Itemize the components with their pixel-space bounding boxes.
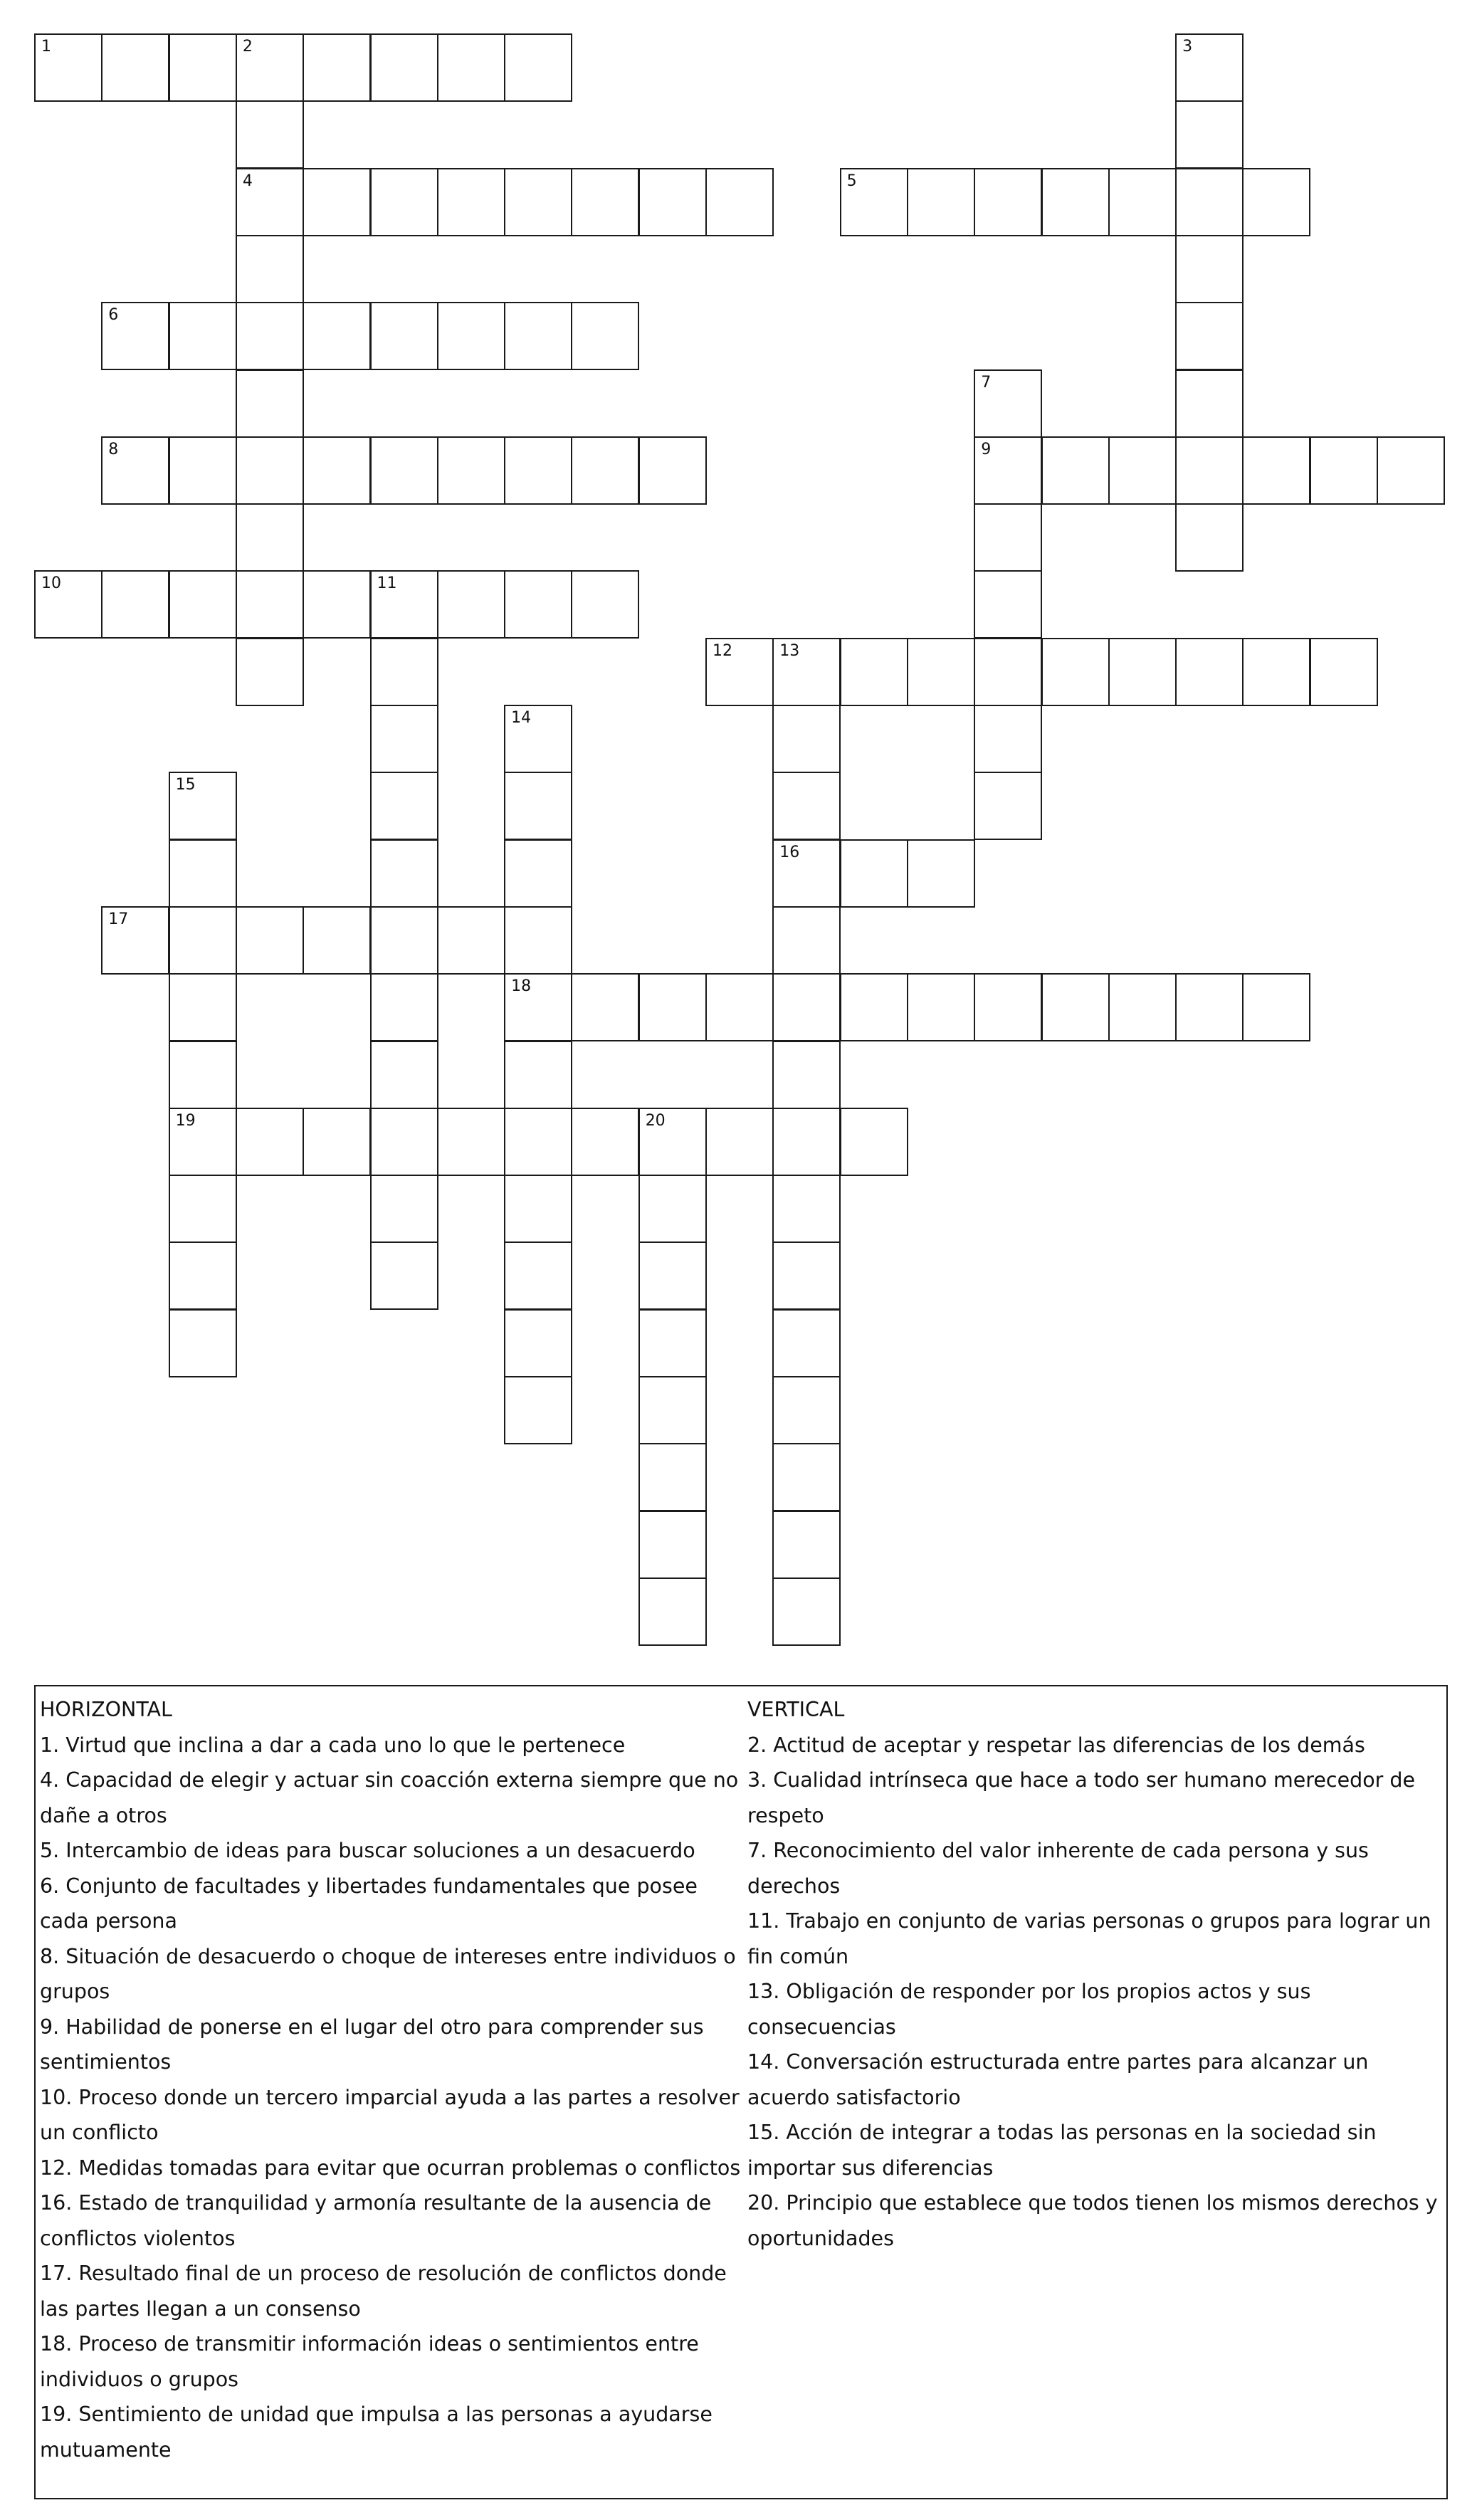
grid-cell[interactable]	[1310, 436, 1378, 505]
across-clue: 12. Medidas tomadas para evitar que ocurran problemas o conflictos	[40, 2156, 741, 2180]
grid-cell[interactable]	[504, 570, 572, 639]
grid-cell[interactable]	[504, 1108, 572, 1176]
grid-cell[interactable]	[370, 973, 438, 1041]
grid-cell[interactable]	[236, 503, 304, 572]
grid-cell[interactable]	[504, 1175, 572, 1243]
grid-cell[interactable]	[638, 973, 707, 1041]
grid-cell[interactable]	[1041, 973, 1110, 1041]
grid-cell[interactable]	[1175, 973, 1244, 1041]
grid-cell[interactable]	[236, 235, 304, 303]
grid-cell[interactable]	[303, 906, 371, 975]
across-clue: 8. Situación de desacuerdo o choque de intereses entre individuos o grupos	[40, 1944, 736, 2003]
across-clue: 18. Proceso de transmitir información ideas o sentimientos entre individuos o grupos	[40, 2332, 699, 2391]
grid-cell[interactable]	[974, 503, 1042, 572]
grid-cell[interactable]	[236, 1108, 304, 1176]
grid-cell[interactable]	[1242, 638, 1310, 706]
grid-cell[interactable]	[169, 973, 237, 1041]
grid-cell[interactable]	[236, 638, 304, 706]
grid-cell[interactable]	[907, 973, 975, 1041]
grid-cell[interactable]	[705, 638, 774, 706]
grid-cell[interactable]	[772, 906, 841, 975]
grid-cell[interactable]	[169, 1241, 237, 1310]
grid-cell[interactable]	[772, 1577, 841, 1646]
grid-cell[interactable]	[840, 168, 908, 236]
grid-cell[interactable]	[571, 1108, 639, 1176]
grid-cell[interactable]	[571, 973, 639, 1041]
grid-cell[interactable]	[638, 1511, 707, 1579]
grid-cell[interactable]	[370, 772, 438, 840]
grid-cell[interactable]	[169, 906, 237, 975]
clue-number: 16	[779, 843, 800, 861]
grid-cell[interactable]	[638, 168, 707, 236]
clues-box	[34, 1685, 1448, 2499]
grid-cell[interactable]	[504, 33, 572, 102]
grid-cell[interactable]	[437, 33, 505, 102]
clue-number: 20	[645, 1111, 666, 1130]
grid-cell[interactable]	[1041, 168, 1110, 236]
grid-cell[interactable]	[638, 1241, 707, 1310]
grid-cell[interactable]	[1175, 33, 1244, 102]
grid-cell[interactable]	[504, 1376, 572, 1444]
clue-number: 14	[511, 709, 532, 727]
down-clue: 11. Trabajo en conjunto de varias personas o grupos para lograr un fin común	[747, 1909, 1431, 1968]
grid-cell[interactable]	[370, 570, 438, 639]
grid-cell[interactable]	[772, 839, 841, 908]
grid-cell[interactable]	[638, 436, 707, 505]
grid-cell[interactable]	[772, 638, 841, 706]
down-clue: 13. Obligación de responder por los propios actos y sus consecuencias	[747, 1980, 1311, 2039]
grid-cell[interactable]	[974, 973, 1042, 1041]
grid-cell[interactable]	[1108, 973, 1177, 1041]
grid-cell[interactable]	[1175, 100, 1244, 169]
down-heading: VERTICAL	[747, 1698, 845, 1721]
grid-cell[interactable]	[101, 302, 169, 370]
grid-cell[interactable]	[437, 1108, 505, 1176]
grid-cell[interactable]	[101, 906, 169, 975]
grid-cell[interactable]	[840, 973, 908, 1041]
grid-cell[interactable]	[705, 1108, 774, 1176]
grid-cell[interactable]	[1175, 369, 1244, 438]
grid-cell[interactable]	[370, 906, 438, 975]
grid-cell[interactable]	[974, 772, 1042, 840]
grid-cell[interactable]	[236, 168, 304, 236]
grid-cell[interactable]	[974, 705, 1042, 773]
down-clue: 15. Acción de integrar a todas las personas en la sociedad sin importar sus diferencias	[747, 2121, 1377, 2180]
grid-cell[interactable]	[840, 839, 908, 908]
grid-cell[interactable]	[772, 705, 841, 773]
grid-cell[interactable]	[236, 570, 304, 639]
grid-cell[interactable]	[437, 570, 505, 639]
grid-cell[interactable]	[974, 570, 1042, 639]
grid-cell[interactable]	[638, 1175, 707, 1243]
across-clue: 19. Sentimiento de unidad que impulsa a las personas a ayudarse mutuamente	[40, 2403, 713, 2462]
grid-cell[interactable]	[370, 1108, 438, 1176]
grid-cell[interactable]	[169, 772, 237, 840]
grid-cell[interactable]	[370, 168, 438, 236]
grid-cell[interactable]	[1175, 302, 1244, 370]
grid-cell[interactable]	[840, 1108, 908, 1176]
clue-number: 12	[713, 641, 732, 660]
clue-number: 9	[981, 440, 992, 458]
across-heading: HORIZONTAL	[40, 1698, 172, 1721]
grid-cell[interactable]	[303, 168, 371, 236]
grid-cell[interactable]	[638, 1108, 707, 1176]
across-clue: 1. Virtud que inclina a dar a cada uno lo que le pertenece	[40, 1733, 626, 1757]
clue-number: 3	[1182, 38, 1193, 56]
grid-cell[interactable]	[370, 1241, 438, 1310]
grid-cell[interactable]	[236, 436, 304, 505]
down-clue: 2. Actitud de aceptar y respetar las diferencias de los demás	[747, 1733, 1365, 1757]
grid-cell[interactable]	[1041, 638, 1110, 706]
across-clues	[40, 1692, 745, 2467]
grid-cell[interactable]	[236, 369, 304, 438]
across-clue: 6. Conjunto de facultades y libertades fundamentales que posee cada persona	[40, 1874, 698, 1933]
grid-cell[interactable]	[504, 1309, 572, 1377]
clue-number: 2	[242, 38, 253, 56]
grid-cell[interactable]	[1175, 235, 1244, 303]
grid-cell[interactable]	[772, 1108, 841, 1176]
grid-cell[interactable]	[504, 973, 572, 1041]
clue-number: 15	[175, 776, 196, 794]
grid-cell[interactable]	[34, 33, 102, 102]
grid-cell[interactable]	[169, 1309, 237, 1377]
clue-number: 10	[41, 574, 61, 593]
grid-cell[interactable]	[1242, 436, 1310, 505]
grid-cell[interactable]	[705, 168, 774, 236]
down-clues	[747, 1692, 1441, 2256]
grid-cell[interactable]	[370, 839, 438, 908]
grid-cell[interactable]	[571, 570, 639, 639]
grid-cell[interactable]	[772, 1041, 841, 1109]
down-clue: 14. Conversación estructurada entre partes para alcanzar un acuerdo satisfactorio	[747, 2050, 1369, 2109]
grid-cell[interactable]	[236, 100, 304, 169]
clue-number: 18	[511, 977, 532, 996]
grid-cell[interactable]	[437, 168, 505, 236]
grid-cell[interactable]	[169, 1041, 237, 1109]
grid-cell[interactable]	[303, 570, 371, 639]
grid-cell[interactable]	[169, 839, 237, 908]
grid-cell[interactable]	[504, 436, 572, 505]
grid-cell[interactable]	[772, 1511, 841, 1579]
grid-cell[interactable]	[638, 1309, 707, 1377]
grid-cell[interactable]	[638, 1376, 707, 1444]
grid-cell[interactable]	[1175, 436, 1244, 505]
clue-number: 5	[846, 172, 857, 190]
grid-cell[interactable]	[504, 302, 572, 370]
grid-cell[interactable]	[1108, 436, 1177, 505]
grid-cell[interactable]	[504, 839, 572, 908]
grid-cell[interactable]	[101, 570, 169, 639]
grid-cell[interactable]	[571, 436, 639, 505]
across-clue: 9. Habilidad de ponerse en el lugar del otro para comprender sus sentimientos	[40, 2015, 704, 2074]
grid-cell[interactable]	[772, 1309, 841, 1377]
grid-cell[interactable]	[907, 638, 975, 706]
grid-cell[interactable]	[571, 302, 639, 370]
grid-cell[interactable]	[638, 1443, 707, 1511]
grid-cell[interactable]	[437, 436, 505, 505]
grid-cell[interactable]	[370, 302, 438, 370]
clue-number: 7	[981, 373, 992, 392]
grid-cell[interactable]	[772, 1443, 841, 1511]
grid-cell[interactable]	[303, 33, 371, 102]
clue-number: 1	[41, 38, 51, 56]
grid-cell[interactable]	[169, 1108, 237, 1176]
grid-cell[interactable]	[772, 1376, 841, 1444]
grid-cell[interactable]	[437, 906, 505, 975]
grid-cell[interactable]	[1377, 436, 1445, 505]
grid-cell[interactable]	[34, 570, 102, 639]
grid-cell[interactable]	[504, 1041, 572, 1109]
grid-cell[interactable]	[705, 973, 774, 1041]
clue-number: 17	[108, 910, 129, 928]
grid-cell[interactable]	[772, 1175, 841, 1243]
grid-cell[interactable]	[370, 33, 438, 102]
grid-cell[interactable]	[370, 1175, 438, 1243]
down-clue: 20. Principio que establece que todos tienen los mismos derechos y oportunidades	[747, 2191, 1438, 2250]
grid-cell[interactable]	[504, 705, 572, 773]
grid-cell[interactable]	[169, 33, 237, 102]
across-clue: 5. Intercambio de ideas para buscar soluciones a un desacuerdo	[40, 1839, 695, 1862]
grid-cell[interactable]	[907, 839, 975, 908]
clue-number: 8	[108, 440, 119, 458]
grid-cell[interactable]	[1175, 168, 1244, 236]
grid-cell[interactable]	[1108, 638, 1177, 706]
clue-number: 13	[779, 641, 800, 660]
grid-cell[interactable]	[101, 33, 169, 102]
grid-cell[interactable]	[1175, 638, 1244, 706]
grid-cell[interactable]	[303, 436, 371, 505]
grid-cell[interactable]	[504, 168, 572, 236]
grid-cell[interactable]	[504, 906, 572, 975]
grid-cell[interactable]	[370, 638, 438, 706]
grid-cell[interactable]	[1108, 168, 1177, 236]
across-clue: 16. Estado de tranquilidad y armonía resultante de la ausencia de conflictos violentos	[40, 2191, 712, 2250]
down-clue: 7. Reconocimiento del valor inherente de cada persona y sus derechos	[747, 1839, 1369, 1898]
grid-cell[interactable]	[169, 436, 237, 505]
grid-cell[interactable]	[169, 302, 237, 370]
grid-cell[interactable]	[236, 906, 304, 975]
grid-cell[interactable]	[907, 168, 975, 236]
grid-cell[interactable]	[370, 705, 438, 773]
grid-cell[interactable]	[772, 973, 841, 1041]
grid-cell[interactable]	[1242, 168, 1310, 236]
clue-number: 6	[108, 306, 119, 325]
across-clue: 17. Resultado final de un proceso de resolución de conflictos donde las partes llegan a un consenso	[40, 2262, 727, 2321]
grid-cell[interactable]	[974, 369, 1042, 438]
grid-cell[interactable]	[1041, 436, 1110, 505]
grid-cell[interactable]	[974, 638, 1042, 706]
grid-cell[interactable]	[974, 168, 1042, 236]
grid-cell[interactable]	[236, 302, 304, 370]
grid-cell[interactable]	[504, 772, 572, 840]
grid-cell[interactable]	[169, 570, 237, 639]
across-clue: 10. Proceso donde un tercero imparcial ayuda a las partes a resolver un conflicto	[40, 2085, 740, 2144]
grid-cell[interactable]	[1242, 973, 1310, 1041]
down-clue: 3. Cualidad intrínseca que hace a todo ser humano merecedor de respeto	[747, 1768, 1416, 1827]
grid-cell[interactable]	[772, 1241, 841, 1310]
grid-cell[interactable]	[303, 1108, 371, 1176]
grid-cell[interactable]	[638, 1577, 707, 1646]
clue-number: 4	[242, 172, 253, 190]
grid-cell[interactable]	[504, 1241, 572, 1310]
grid-cell[interactable]	[370, 1041, 438, 1109]
grid-cell[interactable]	[101, 436, 169, 505]
grid-cell[interactable]	[437, 302, 505, 370]
grid-cell[interactable]	[1310, 638, 1378, 706]
clue-number: 11	[377, 574, 397, 593]
grid-cell[interactable]	[236, 33, 304, 102]
clue-number: 19	[175, 1111, 196, 1130]
across-clue: 4. Capacidad de elegir y actuar sin coacción externa siempre que no dañe a otros	[40, 1768, 739, 1827]
grid-cell[interactable]	[169, 1175, 237, 1243]
grid-cell[interactable]	[840, 638, 908, 706]
grid-cell[interactable]	[303, 302, 371, 370]
grid-cell[interactable]	[974, 436, 1042, 505]
grid-cell[interactable]	[772, 772, 841, 840]
grid-cell[interactable]	[1175, 503, 1244, 572]
grid-cell[interactable]	[571, 168, 639, 236]
grid-cell[interactable]	[370, 436, 438, 505]
